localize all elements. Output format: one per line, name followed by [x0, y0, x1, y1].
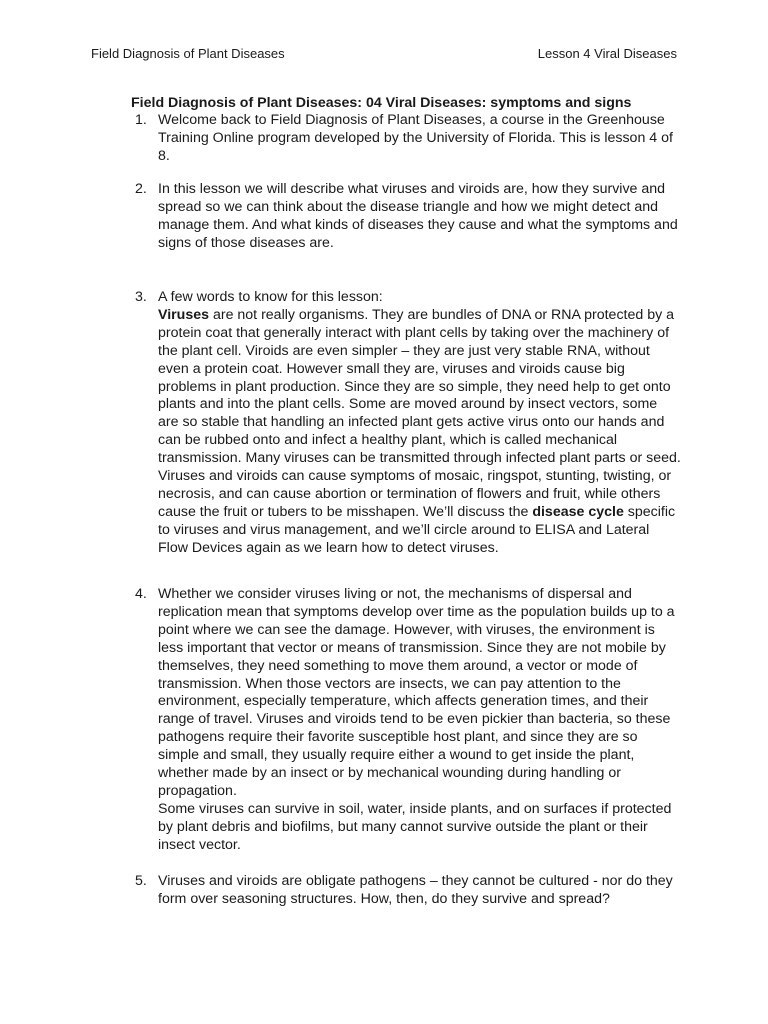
list-item	[135, 181, 681, 289]
document-title: Field Diagnosis of Plant Diseases: 04 Viral Diseases: symptoms and signs	[131, 95, 632, 111]
list-item	[135, 112, 681, 181]
header-course-name: Field Diagnosis of Plant Diseases	[91, 46, 285, 61]
term-viruses: Viruses	[158, 306, 210, 323]
item-text: Viruses and viroids are obligate pathogens – they cannot be cultured - nor do they form over seasoning structures. How, then, do they survive and spread?	[158, 873, 673, 907]
term-disease-cycle: disease cycle	[532, 503, 624, 520]
item-number: 4.	[135, 586, 147, 602]
item-text-part-b: specific to viruses and virus management, and we’ll circle around to ELISA and Lateral Flow Devices again as we learn how to detect viruses.	[158, 503, 676, 556]
item-number: 5.	[135, 873, 147, 889]
item-text-continued: Some viruses can survive in soil, water, inside plants, and on surfaces if protected by plant debris and biofilms, but many cannot survive outside the plant or their insect vector.	[158, 800, 672, 853]
numbered-list	[135, 112, 681, 909]
item-text	[158, 307, 681, 558]
item-number: 1.	[135, 112, 147, 128]
item-text-part-a: are not really organisms. They are bundles of DNA or RNA protected by a protein coat that generally interact with plant cells by taking over the machinery of the plant cell. Viroids are even simpler – they are just very stable RNA, without even a protein coat. However small they are, viruses and viroids cause big problems in plant production. Since they are so simple, they need help to get onto plants and into the plant cells. Some are moved around by insect vectors, some are so stable that handling an infected plant gets active virus onto our hands and can be rubbed onto and infect a healthy plant, which is called mechanical transmission. Many viruses can be transmitted through infected plant parts or seed. Viruses and viroids can cause symptoms of mosaic, ringspot, stunting, twisting, or necrosis, and can cause abortion or termination of flowers and fruit, while others cause the fruit or tubers to be misshapen. We’ll discuss the	[158, 306, 681, 520]
header-lesson-name: Lesson 4 Viral Diseases	[537, 46, 677, 61]
list-item	[135, 289, 681, 586]
item-text: In this lesson we will describe what viruses and viroids are, how they survive and spread so we can think about the disease triangle and how we might detect and manage them. And what kinds of diseases they cause and what the symptoms and signs of those diseases are.	[158, 181, 678, 251]
list-item	[135, 586, 681, 873]
list-item	[135, 873, 681, 909]
item-intro: A few words to know for this lesson:	[158, 289, 383, 305]
running-header	[91, 46, 677, 62]
item-number: 3.	[135, 289, 147, 305]
item-text: Whether we consider viruses living or not, the mechanisms of dispersal and replication mean that symptoms develop over time as the population builds up to a point where we can see the damage. However, with viruses, the environment is less important that vector or means of transmission. Since they are not mobile by themselves, they need something to move them around, a vector or mode of transmission. When those vectors are insects, we can pay attention to the environment, especially temperature, which affects generation times, and their range of travel. Viruses and viroids tend to be even pickier than bacteria, so these pathogens require their favorite susceptible host plant, and since they are so simple and small, they usually require either a wound to get inside the plant, whether made by an insect or by mechanical wounding during handling or propagation.	[158, 586, 675, 799]
item-text: Welcome back to Field Diagnosis of Plant Diseases, a course in the Greenhouse Training Online program developed by the University of Florida. This is lesson 4 of 8.	[158, 112, 673, 164]
item-number: 2.	[135, 181, 147, 197]
